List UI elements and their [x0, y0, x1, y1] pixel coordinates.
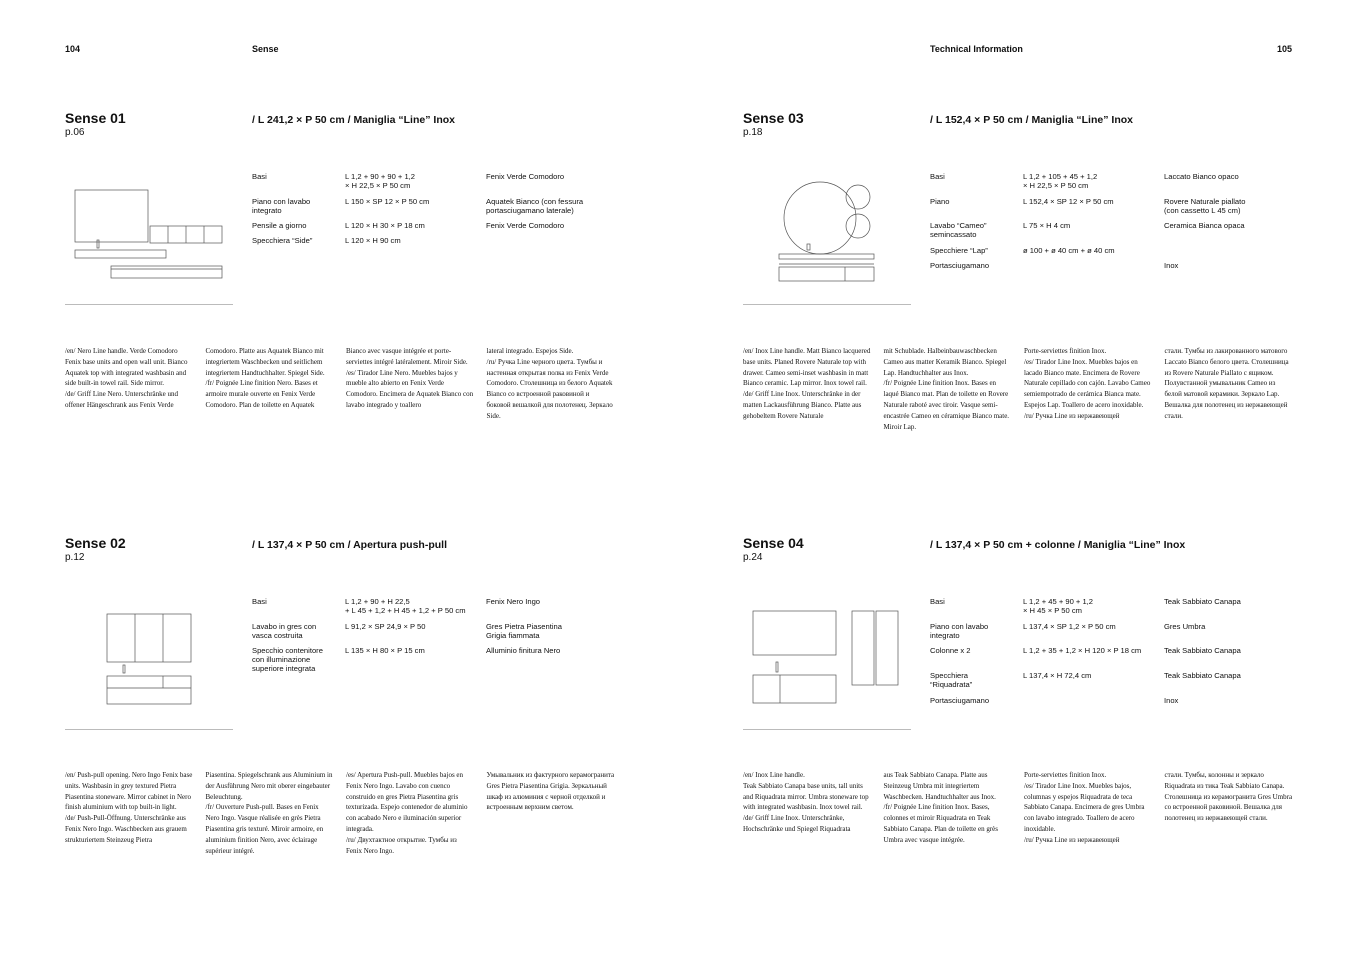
sense-01-spec-label: Basi: [252, 172, 267, 181]
sense-03-spec-label: Piano: [930, 197, 950, 206]
sense-03-spec-size: L 152,4 × SP 12 × P 50 cm: [1023, 197, 1114, 206]
sense-04-spec-size: L 137,4 × H 72,4 cm: [1023, 671, 1092, 680]
sense-04-spec-label: Colonne x 2: [930, 646, 971, 655]
sense-03-text-column: /en/ Inox Line handle. Matt Bianco lacquered base units. Planed Rovere Naturale top with drawer. Cameo semi-inset washbasin in matt Bianco ceramic. Lap mirror. Inox towel rail. /de/ Griff Line Inox. Unterschränke in der matten Lackausführung Bianco. Platte aus gehobeltem Rovere Naturale: [743, 347, 871, 420]
sense-02-spec-finish: Alluminio finitura Nero: [486, 646, 561, 655]
sense-04-text-column: стали. Тумбы, колонны и зеркало Riquadrata из тика Teak Sabbiato Canapa. Столешница из керамогранита Gres Umbra со встроенной раковиной. Вешалка для полотенец из нержавеющей стали.: [1164, 771, 1293, 823]
sense-01-page-ref: p.06: [65, 127, 85, 138]
sense-02-spec-finish: Fenix Nero Ingo: [486, 597, 541, 606]
sense-01-spec-label: Pensile a giorno: [252, 221, 307, 230]
sense-01-spec-finish: Fenix Verde Comodoro: [486, 221, 565, 230]
sense-04-rule: [743, 729, 911, 730]
sense-04-spec-size: L 137,4 × SP 1,2 × P 50 cm: [1023, 622, 1116, 631]
sense-03-rule: [743, 304, 911, 305]
sense-03-title: Sense 03: [743, 110, 804, 126]
sense-04-spec-finish: Gres Umbra: [1164, 622, 1206, 631]
sense-01-text-column: lateral integrado. Espejos Side. /ru/ Ручка Line черного цвета. Тумбы и настенная открытая полка из Fenix Verde Comodoro. Столешница из белого Aquatek Bianco со встроенной раковиной и боковой вешалкой для полотенец. Зеркало Side.: [486, 347, 613, 420]
sense-02-spec-label: Specchio contenitore con illuminazione superiore integrata: [252, 646, 323, 673]
sense-01-text-column: Bianco avec vasque intégrée et porte-serviettes intégré latéralement. Miroir Side. /es/ Tirador Line Nero. Muebles bajos y mueble alto abierto en Fenix Verde Comodoro. Encimera de Aquatek Bianco con lavabo integrado y toallero: [346, 347, 474, 409]
sense-04-title: Sense 04: [743, 535, 804, 551]
sense-03-spec-size: ø 100 + ø 40 cm + ø 40 cm: [1023, 246, 1115, 255]
sense-01-spec-finish: Aquatek Bianco (con fessura portasciugamano laterale): [486, 197, 584, 215]
sense-04-spec-finish: Teak Sabbiato Canapa: [1164, 671, 1241, 680]
sense-04-spec-finish: Teak Sabbiato Canapa: [1164, 646, 1241, 655]
sense-03-spec-finish: Rovere Naturale piallato (con cassetto L 45 cm): [1164, 197, 1246, 215]
sense-02-spec-size: L 1,2 + 90 + H 22,5 + L 45 + 1,2 + H 45 + 1,2 + P 50 cm: [345, 597, 466, 615]
sense-01-spec-size: L 1,2 + 90 + 90 + 1,2 × H 22,5 × P 50 cm: [345, 172, 416, 190]
sense-01-spec-finish: Fenix Verde Comodoro: [486, 172, 565, 181]
sense-02-text-column: /en/ Push-pull opening. Nero Ingo Fenix base units. Washbasin in grey textured Pietra Piasentina stoneware. Mirror cabinet in Nero finish aluminium with top built-in light. /de/ Push-Pull-Öffnung. Unterschränke aus Fenix Nero Ingo. Waschbecken aus grauem strukturiertem Steinzeug Pietra: [65, 771, 193, 844]
sense-02-spec-label: Lavabo in gres con vasca costruita: [252, 622, 317, 640]
sense-01-text-column: /en/ Nero Line handle. Verde Comodoro Fenix base units and open wall unit. Bianco Aquatek top with integrated washbasin and side built-in towel rail. Side mirror. /de/ Griff Line Nero. Unterschränke und offener Hängeschrank aus Fenix Verde: [65, 347, 188, 409]
sense-04-page-ref: p.24: [743, 552, 763, 563]
sense-04-dimensions: / L 137,4 × P 50 cm + colonne / Maniglia “Line” Inox: [930, 539, 1186, 551]
sense-04-spec-size: L 1,2 + 45 + 90 + 1,2 × H 45 × P 50 cm: [1023, 597, 1094, 615]
sense-03-spec-label: Basi: [930, 172, 945, 181]
right-running-title: Technical Information: [930, 44, 1023, 54]
sense-02-title: Sense 02: [65, 535, 126, 551]
sense-02-spec-finish: Gres Pietra Piasentina Grigia fiammata: [486, 622, 562, 640]
sense-03-drawing: [778, 178, 878, 283]
sense-03-text-column: mit Schublade. Halbeinbauwaschbecken Cameo aus matter Keramik Bianco. Spiegel Lap. Handtuchhalter aus Inox. /fr/ Poignée Line finition Inox. Bases en laqué Bianco mat. Plan de toilette en Rovere Naturale raboté avec tiroir. Vasque semi-encastrée Cameo en céramique Bianco mate. Miroir Lap.: [883, 347, 1010, 431]
right-page-number: 105: [1277, 44, 1293, 54]
sense-03-spec-label: Lavabo “Cameo” semincassato: [930, 221, 987, 239]
sense-03-spec-finish: Inox: [1164, 261, 1179, 270]
sense-01-title: Sense 01: [65, 110, 126, 126]
sense-01-spec-size: L 120 × H 90 cm: [345, 236, 401, 245]
sense-02-dimensions: / L 137,4 × P 50 cm / Apertura push-pull: [252, 539, 447, 551]
sense-04-spec-label: Portasciugamano: [930, 696, 990, 705]
sense-02-text-column: Умывальник из фактурного керамогранита Gres Pietra Piasentina Grigia. Зеркальный шкаф из алюминия с черной отделкой и встроенным верхним светом.: [486, 771, 615, 812]
sense-04-spec-label: Piano con lavabo integrato: [930, 622, 989, 640]
sense-01-drawing: [74, 188, 224, 283]
sense-03-spec-size: L 1,2 + 105 + 45 + 1,2 × H 22,5 × P 50 cm: [1023, 172, 1098, 190]
left-running-title: Sense: [252, 44, 279, 54]
left-page-number: 104: [65, 44, 81, 54]
sense-01-spec-label: Piano con lavabo integrato: [252, 197, 311, 215]
sense-01-dimensions: / L 241,2 × P 50 cm / Maniglia “Line” Inox: [252, 114, 455, 126]
sense-03-text-column: Porte-serviettes finition Inox. /es/ Tirador Line Inox. Muebles bajos en lacado Bianco mate. Encimera de Rovere Naturale cepillado con cajón. Lavabo Cameo semiempotrado de cerámica Bianca mate. Espejos Lap. Toallero de acero inoxidable. /ru/ Ручка Line из нержавеющей: [1024, 347, 1151, 420]
sense-02-text-column: /es/ Apertura Push-pull. Muebles bajos en Fenix Nero Ingo. Lavabo con cuenco construido en gres Pietra Piasentina gris texturizada. Espejo contenedor de aluminio con acabado Nero e iluminación superior integrada. /ru/ Двухтактное открытие. Тумбы из Fenix Nero Ingo.: [346, 771, 468, 855]
sense-04-spec-finish: Inox: [1164, 696, 1179, 705]
sense-03-text-column: стали. Тумбы из лакированного матового Laccato Bianco белого цвета. Столешница из Rovere Naturale Piallato с ящиком. Полувстанной умывальник Cameo из белой матовой керамики. Зеркало Lap. Вешалка для полотенец из нержавеющей стали.: [1164, 347, 1289, 420]
sense-03-page-ref: p.18: [743, 127, 763, 138]
sense-03-spec-label: Specchiere “Lap”: [930, 246, 988, 255]
sense-01-spec-size: L 120 × H 30 × P 18 cm: [345, 221, 425, 230]
sense-04-spec-label: Basi: [930, 597, 945, 606]
sense-04-text-column: aus Teak Sabbiato Canapa. Platte aus Steinzeug Umbra mit integriertem Waschbecken. Handtuchhalter aus Inox. /fr/ Poignée Line finition Inox. Bases, colonnes et miroir Riquadrata en Teak Sabbiato Canapa. Plan de toilette en grès Umbra avec vasque intégrée.: [883, 771, 998, 844]
sense-03-spec-finish: Ceramica Bianca opaca: [1164, 221, 1245, 230]
sense-01-spec-label: Specchiera “Side”: [252, 236, 313, 245]
sense-04-spec-finish: Teak Sabbiato Canapa: [1164, 597, 1241, 606]
sense-03-spec-size: L 75 × H 4 cm: [1023, 221, 1071, 230]
sense-04-drawing: [752, 610, 902, 705]
sense-02-drawing: [106, 613, 196, 708]
sense-04-spec-size: L 1,2 + 35 + 1,2 × H 120 × P 18 cm: [1023, 646, 1142, 655]
sense-04-text-column: /en/ Inox Line handle. Teak Sabbiato Canapa base units, tall units and Riquadrata mirror. Umbra stoneware top with integrated washbasin. Inox towel rail. /de/ Griff Line Inox. Unterschränke, Hochschränke und Spiegel Riquadrata: [743, 771, 869, 833]
sense-03-dimensions: / L 152,4 × P 50 cm / Maniglia “Line” Inox: [930, 114, 1133, 126]
sense-02-page-ref: p.12: [65, 552, 85, 563]
sense-03-spec-finish: Laccato Bianco opaco: [1164, 172, 1239, 181]
sense-04-text-column: Porte-serviettes finition Inox. /es/ Tirador Line Inox. Muebles bajos, columnas y espejos Riquadrata de teca Sabbiato Canapa. Encimera de gres Umbra con lavabo integrado. Toallero de acero inoxidable. /ru/ Ручка Line из нержавеющей: [1024, 771, 1145, 844]
sense-01-text-column: Comodoro. Platte aus Aquatek Bianco mit integriertem Waschbecken und seitlichem integriertem Handtuchhalter. Spiegel Side. /fr/ Poignée Line finition Nero. Bases et armoire murale ouverte en Fenix Verde Comodoro. Plan de toilette en Aquatek: [205, 347, 325, 409]
sense-02-spec-size: L 91,2 × SP 24,9 × P 50: [345, 622, 426, 631]
sense-02-spec-label: Basi: [252, 597, 267, 606]
sense-01-spec-size: L 150 × SP 12 × P 50 cm: [345, 197, 430, 206]
sense-03-spec-label: Portasciugamano: [930, 261, 990, 270]
sense-04-spec-label: Specchiera “Riquadrata”: [930, 671, 973, 689]
sense-01-rule: [65, 304, 233, 305]
sense-02-rule: [65, 729, 233, 730]
sense-02-spec-size: L 135 × H 80 × P 15 cm: [345, 646, 425, 655]
sense-02-text-column: Piasentina. Spiegelschrank aus Aluminium in der Ausführung Nero mit oberer eingebauter Beleuchtung. /fr/ Ouverture Push-pull. Bases en Fenix Nero Ingo. Vasque réalisée en grès Pietra Piasentina gris texturé. Miroir armoire, en aluminium finition Nero, avec éclairage supérieur intégré.: [205, 771, 333, 855]
